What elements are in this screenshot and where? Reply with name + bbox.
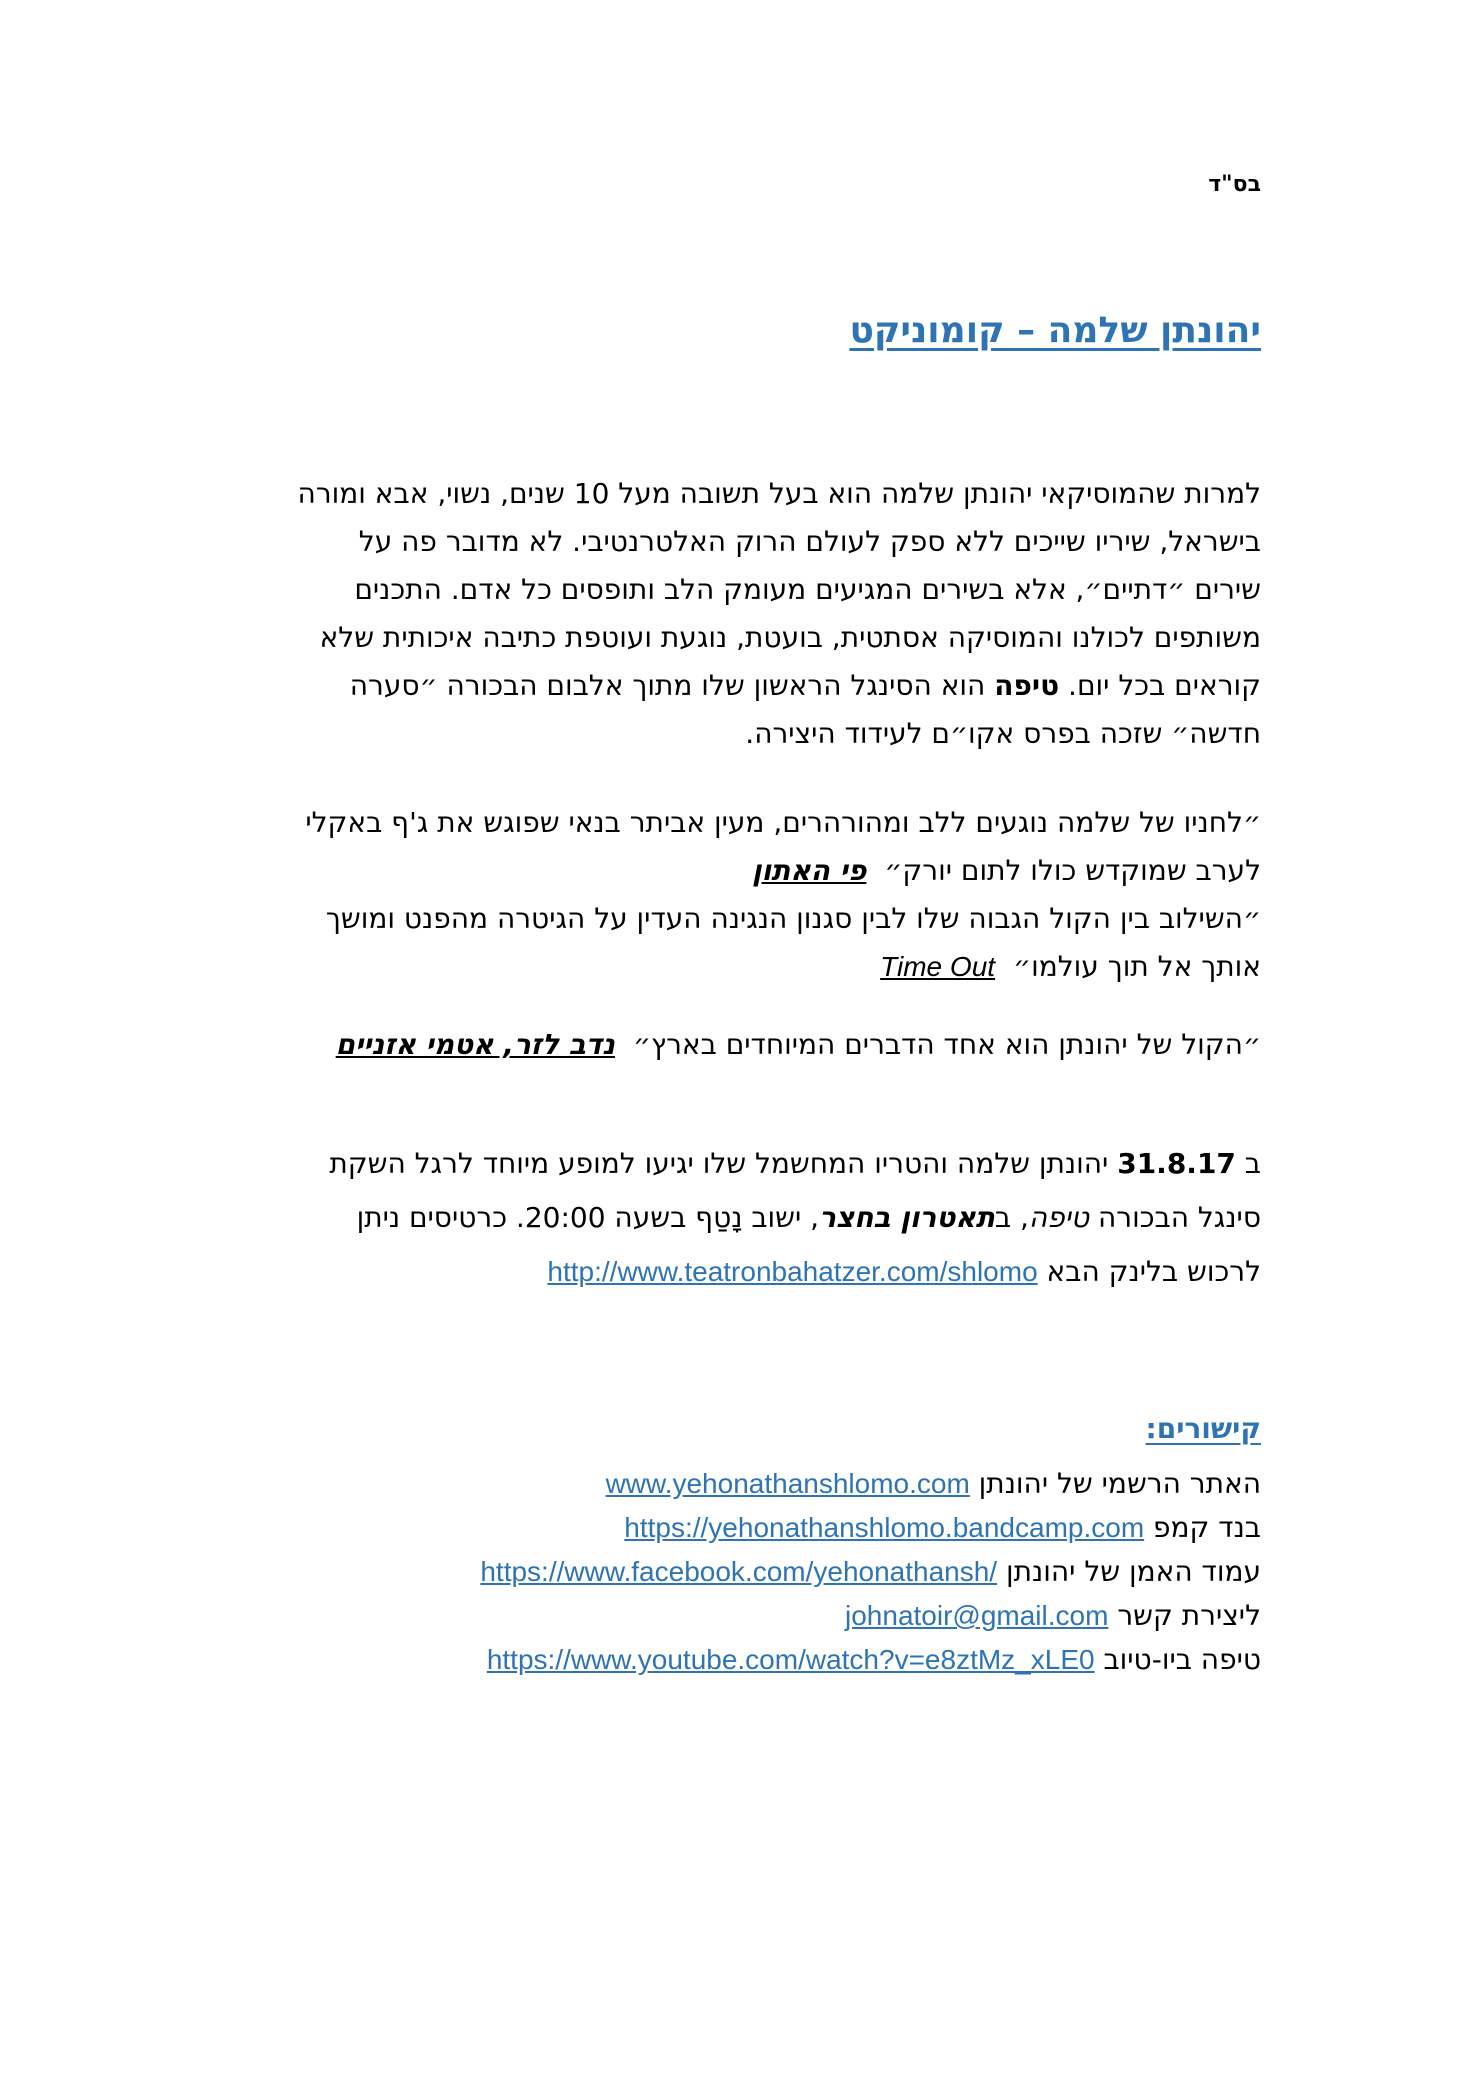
email-link[interactable]: johnatoir@gmail.com <box>845 1600 1109 1631</box>
quote-source: פי האתון <box>751 854 867 887</box>
event-line <box>220 1137 1261 1191</box>
review-quotes <box>220 799 1261 991</box>
intro-line: למרות שהמוסיקאי יהונתן שלמה הוא בעל תשובה מעל 10 שנים, נשוי, אבא ומורה <box>297 477 1261 510</box>
link-item <box>220 1638 1261 1682</box>
link-item <box>220 1506 1261 1550</box>
quote-line: ״לחניו של שלמה נוגעים ללב ומהורהרים, מעין אביתר בנאי שפוגש את ג'ף באקלי <box>305 806 1261 839</box>
quote-line: ״השילוב בין הקול הגבוה שלו לבין סגנון הנגינה העדין על הגיטרה מהפנט ומושך <box>325 902 1261 935</box>
intro-line: בישראל, שיריו שייכים ללא ספק לעולם הרוק האלטרנטיבי. לא מדובר פה על <box>358 525 1261 558</box>
links-list <box>220 1462 1261 1682</box>
event-text: סינגל הבכורה <box>1089 1201 1261 1234</box>
link-label: טיפה ביו-טיוב <box>1094 1643 1261 1676</box>
link-label: ליצירת קשר <box>1108 1599 1261 1632</box>
quote-line <box>220 847 1261 895</box>
intro-paragraph <box>220 470 1261 758</box>
link-item <box>220 1594 1261 1638</box>
link-item <box>220 1462 1261 1506</box>
event-text: יהונתן שלמה והטריו המחשמל שלו יגיעו למופע מיוחד לרגל השקת <box>329 1147 1118 1180</box>
link-item <box>220 1550 1261 1594</box>
quote-line <box>220 943 1261 991</box>
intro-text: קוראים בכל יום. <box>1059 669 1261 702</box>
link-label: בנד קמפ <box>1144 1511 1261 1544</box>
event-text: , ב <box>994 1201 1029 1234</box>
single-name: טיפה <box>1028 1201 1090 1234</box>
intro-line <box>220 662 1261 710</box>
youtube-link[interactable]: https://www.youtube.com/watch?v=e8ztMz_xLE0 <box>486 1644 1095 1675</box>
event-text: , ישוב נָטַף בשעה 20:00. כרטיסים ניתן <box>356 1201 820 1234</box>
single-name: טיפה <box>994 669 1060 702</box>
venue-name: תאטרון בחצר <box>819 1201 995 1234</box>
page-title: יהונתן שלמה – קומוניקט <box>849 310 1261 351</box>
official-site-link[interactable]: www.yehonathanshlomo.com <box>605 1468 970 1499</box>
quote-source: נדב לזר, אטמי אזניים <box>335 1028 615 1061</box>
bsd-header: בס"ד <box>1208 172 1261 197</box>
quote-source: Time Out <box>880 951 996 982</box>
event-line <box>220 1245 1261 1299</box>
quote-text: לערב שמוקדש כולו לתום יורק״ <box>884 854 1261 887</box>
intro-text: הוא הסינגל הראשון שלו מתוך אלבום הבכורה ״סערה <box>349 669 995 702</box>
event-text: לרכוש בלינק הבא <box>1037 1255 1261 1288</box>
event-text: ב <box>1235 1147 1261 1180</box>
quote-text: ״הקול של יהונתן הוא אחד הדברים המיוחדים בארץ״ <box>632 1028 1261 1061</box>
quote-line <box>220 1021 1261 1069</box>
intro-line: שירים ״דתיים״, אלא בשירים המגיעים מעומק הלב ותופסים כל אדם. התכנים <box>354 573 1261 606</box>
event-date: 31.8.17 <box>1117 1147 1236 1180</box>
event-paragraph <box>220 1137 1261 1299</box>
links-heading: קישורים: <box>1145 1412 1261 1445</box>
link-label: עמוד האמן של יהונתן <box>997 1555 1261 1588</box>
quote-text: אותך אל תוך עולמו״ <box>1013 950 1261 983</box>
event-line <box>220 1191 1261 1245</box>
review-quote-2 <box>220 1021 1261 1069</box>
ticket-link[interactable]: http://www.teatronbahatzer.com/shlomo <box>547 1256 1038 1287</box>
bandcamp-link[interactable]: https://yehonathanshlomo.bandcamp.com <box>624 1512 1145 1543</box>
facebook-link[interactable]: https://www.facebook.com/yehonathansh/ <box>480 1556 998 1587</box>
intro-line: חדשה״ שזכה בפרס אקו״ם לעידוד היצירה. <box>745 717 1261 750</box>
link-label: האתר הרשמי של יהונתן <box>969 1467 1261 1500</box>
intro-line: משותפים לכולנו והמוסיקה אסתטית, בועטת, נוגעת ועוטפת כתיבה איכותית שלא <box>319 621 1261 654</box>
